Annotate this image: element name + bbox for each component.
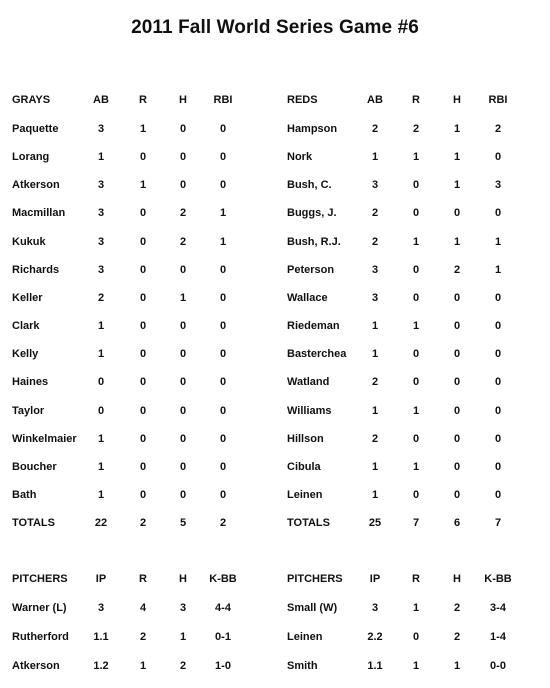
grays-player-row-stat: 0 <box>179 320 187 333</box>
reds_pitchers-pitcher-row-stat: 2 <box>453 631 461 643</box>
grays-player-row-stat: 0 <box>219 179 227 192</box>
grays-player-row-name: Bath <box>12 488 37 501</box>
grays-player-row-stat: 0 <box>179 460 187 473</box>
grays_pitchers-pitcher-row-stat: 1.1 <box>93 631 109 643</box>
reds-player-row-stat: 0 <box>494 348 502 361</box>
reds_pitchers-header-name: PITCHERS <box>287 573 343 585</box>
reds-player-row-stat: 0 <box>453 207 461 220</box>
grays-player-row-stat: 0 <box>179 348 187 361</box>
grays-player-row-stat: 1 <box>219 235 227 248</box>
grays_pitchers-pitcher-row-stat: 0-1 <box>215 631 231 643</box>
grays-totals-row-stat: 2 <box>219 517 227 530</box>
grays_pitchers-pitcher-row-stat: 1.2 <box>93 660 109 672</box>
reds-header-stat: R <box>412 94 420 106</box>
grays-player-row-stat: 1 <box>97 488 105 501</box>
grays-player-row-name: Kukuk <box>12 235 46 248</box>
grays-player-row-stat: 1 <box>97 432 105 445</box>
reds-totals-row-name: TOTALS <box>287 517 330 530</box>
reds-player-row-name: Hillson <box>287 432 324 445</box>
reds-player-row-stat: 0 <box>494 151 502 164</box>
grays-player-row-stat: 0 <box>179 376 187 389</box>
reds-player-row-stat: 2 <box>453 263 461 276</box>
reds-player-row-stat: 0 <box>453 320 461 333</box>
grays-player-row-stat: 0 <box>219 123 227 135</box>
reds_pitchers-pitcher-row-stat: 3-4 <box>490 602 506 614</box>
grays-player-row-stat: 0 <box>179 123 187 135</box>
grays-totals-row-stat: 2 <box>139 517 147 530</box>
grays-player-row-stat: 1 <box>97 320 105 333</box>
reds-player-row-stat: 2 <box>371 207 379 220</box>
reds-player-row-name: Leinen <box>287 488 323 501</box>
reds-header-stat: RBI <box>488 94 508 106</box>
reds-totals-row-stat: 25 <box>368 517 382 530</box>
reds-player-row-stat: 0 <box>494 376 502 389</box>
reds-player-row-stat: 2 <box>371 432 379 445</box>
reds-player-row-stat: 3 <box>371 179 379 192</box>
reds-player-row-name: Watland <box>287 376 330 389</box>
reds-player-row-stat: 1 <box>371 488 379 501</box>
reds_pitchers-pitcher-row-stat: 2.2 <box>367 631 383 643</box>
reds-player-row-name: Hampson <box>287 123 338 135</box>
grays-player-row-name: Lorang <box>12 151 50 164</box>
reds-player-row-stat: 0 <box>412 432 420 445</box>
reds-player-row-name: Williams <box>287 404 332 417</box>
reds-player-row-stat: 0 <box>412 348 420 361</box>
grays-player-row-stat: 3 <box>97 179 105 192</box>
reds-player-row-stat: 0 <box>412 376 420 389</box>
grays-header-stat: AB <box>93 94 109 106</box>
grays-player-row-stat: 0 <box>219 320 227 333</box>
grays_pitchers-pitcher-row-stat: 4-4 <box>215 602 231 614</box>
grays-player-row-stat: 0 <box>219 432 227 445</box>
grays-player-row-stat: 2 <box>97 291 105 304</box>
reds-player-row-name: Wallace <box>287 291 328 304</box>
grays-totals-row-name: TOTALS <box>12 517 55 530</box>
grays-player-row-stat: 0 <box>139 488 147 501</box>
reds-player-row-stat: 1 <box>371 460 379 473</box>
reds_pitchers-pitcher-row-stat: 1 <box>412 602 420 614</box>
grays-player-row-stat: 3 <box>97 235 105 248</box>
reds-header-name: REDS <box>287 94 318 106</box>
grays-player-row-stat: 0 <box>179 263 187 276</box>
reds-player-row-stat: 3 <box>371 263 379 276</box>
grays_pitchers-pitcher-row-name: Warner (L) <box>12 602 67 614</box>
reds_pitchers-pitcher-row-name: Smith <box>287 660 318 672</box>
reds-totals-row-stat: 6 <box>453 517 461 530</box>
reds-player-row-stat: 1 <box>494 235 502 248</box>
grays-totals-row-stat: 22 <box>94 517 108 530</box>
grays-player-row-name: Keller <box>12 291 43 304</box>
grays-player-row-stat: 0 <box>179 179 187 192</box>
grays-player-row-stat: 2 <box>179 207 187 220</box>
reds-player-row-name: Nork <box>287 151 313 164</box>
grays-player-row-stat: 0 <box>179 151 187 164</box>
reds-player-row-stat: 1 <box>453 123 461 135</box>
grays-player-row-name: Richards <box>12 263 60 276</box>
reds_pitchers-pitcher-row-name: Leinen <box>287 631 323 643</box>
grays_pitchers-header-name: PITCHERS <box>12 573 68 585</box>
grays-player-row-stat: 3 <box>97 123 105 135</box>
grays-player-row-stat: 0 <box>219 263 227 276</box>
grays-player-row-stat: 0 <box>139 151 147 164</box>
grays-player-row-stat: 0 <box>219 460 227 473</box>
reds-player-row-stat: 0 <box>494 320 502 333</box>
reds-player-row-stat: 2 <box>371 123 379 135</box>
reds-player-row-stat: 0 <box>494 207 502 220</box>
grays_pitchers-pitcher-row-stat: 1 <box>179 631 187 643</box>
reds-totals-row-stat: 7 <box>412 517 420 530</box>
reds-player-row-stat: 0 <box>494 291 502 304</box>
grays_pitchers-pitcher-row-name: Rutherford <box>12 631 69 643</box>
grays-player-row-stat: 1 <box>219 207 227 220</box>
reds-player-row-name: Riedeman <box>287 320 340 333</box>
grays-player-row-stat: 0 <box>139 432 147 445</box>
reds-player-row-stat: 0 <box>453 460 461 473</box>
reds-player-row-name: Bush, C. <box>287 179 332 192</box>
grays-player-row-stat: 0 <box>219 488 227 501</box>
grays-player-row-name: Macmillan <box>12 207 66 220</box>
grays-player-row-stat: 1 <box>179 291 187 304</box>
grays-player-row-name: Boucher <box>12 460 57 473</box>
grays-player-row-stat: 0 <box>139 235 147 248</box>
grays_pitchers-pitcher-row-name: Atkerson <box>12 660 60 672</box>
grays-player-row-stat: 0 <box>219 151 227 164</box>
grays-player-row-name: Winkelmaier <box>12 432 77 445</box>
reds-player-row-name: Cibula <box>287 460 321 473</box>
reds_pitchers-pitcher-row-name: Small (W) <box>287 602 338 614</box>
reds_pitchers-pitcher-row-stat: 1.1 <box>367 660 383 672</box>
reds-player-row-stat: 1 <box>412 404 420 417</box>
reds_pitchers-pitcher-row-stat: 1 <box>412 660 420 672</box>
grays-player-row-stat: 0 <box>139 376 147 389</box>
grays-player-row-stat: 1 <box>97 151 105 164</box>
reds-player-row-stat: 0 <box>453 488 461 501</box>
grays_pitchers-pitcher-row-stat: 4 <box>139 602 147 614</box>
grays-player-row-stat: 0 <box>219 376 227 389</box>
reds_pitchers-pitcher-row-stat: 0-0 <box>490 660 506 672</box>
reds-player-row-stat: 1 <box>371 348 379 361</box>
reds-player-row-stat: 0 <box>494 404 502 417</box>
grays_pitchers-header-stat: IP <box>95 573 107 585</box>
reds-player-row-stat: 1 <box>412 151 420 164</box>
reds-player-row-stat: 1 <box>412 320 420 333</box>
grays-player-row-stat: 1 <box>97 460 105 473</box>
grays-totals-row-stat: 5 <box>179 517 187 530</box>
reds-player-row-stat: 2 <box>371 376 379 389</box>
grays-header-name: GRAYS <box>12 94 51 106</box>
reds-player-row-stat: 0 <box>453 432 461 445</box>
reds-header-stat: AB <box>367 94 383 106</box>
reds_pitchers-pitcher-row-stat: 1-4 <box>490 631 506 643</box>
grays-player-row-stat: 0 <box>219 348 227 361</box>
reds-player-row-stat: 1 <box>371 404 379 417</box>
reds-player-row-stat: 0 <box>453 348 461 361</box>
reds-player-row-stat: 2 <box>494 123 502 135</box>
page-title: 2011 Fall World Series Game #6 <box>131 17 419 38</box>
reds-player-row-stat: 1 <box>412 460 420 473</box>
reds-player-row-stat: 1 <box>371 151 379 164</box>
reds-player-row-name: Buggs, J. <box>287 207 337 220</box>
reds-player-row-stat: 0 <box>412 291 420 304</box>
grays_pitchers-pitcher-row-stat: 1 <box>139 660 147 672</box>
grays_pitchers-header-stat: K-BB <box>209 573 237 585</box>
reds-player-row-stat: 0 <box>494 432 502 445</box>
reds-totals-row-stat: 7 <box>494 517 502 530</box>
reds_pitchers-pitcher-row-stat: 3 <box>371 602 379 614</box>
grays-player-row-stat: 0 <box>219 291 227 304</box>
grays-player-row-stat: 2 <box>179 235 187 248</box>
grays_pitchers-pitcher-row-stat: 2 <box>179 660 187 672</box>
reds-player-row-stat: 0 <box>412 207 420 220</box>
reds-player-row-stat: 0 <box>494 488 502 501</box>
grays-header-stat: H <box>179 94 187 106</box>
reds_pitchers-header-stat: H <box>453 573 461 585</box>
grays-player-row-stat: 0 <box>139 460 147 473</box>
grays-player-row-stat: 0 <box>139 404 147 417</box>
reds_pitchers-header-stat: K-BB <box>484 573 512 585</box>
grays_pitchers-header-stat: H <box>179 573 187 585</box>
reds-player-row-stat: 1 <box>453 235 461 248</box>
grays-player-row-stat: 0 <box>97 404 105 417</box>
reds-header-stat: H <box>453 94 461 106</box>
grays-player-row-name: Kelly <box>12 348 39 361</box>
grays_pitchers-pitcher-row-stat: 2 <box>139 631 147 643</box>
grays-player-row-stat: 1 <box>139 123 147 135</box>
reds_pitchers-header-stat: R <box>412 573 420 585</box>
grays-player-row-stat: 0 <box>179 432 187 445</box>
reds-player-row-stat: 1 <box>371 320 379 333</box>
reds-player-row-stat: 1 <box>453 179 461 192</box>
reds_pitchers-header-stat: IP <box>369 573 381 585</box>
reds-player-row-stat: 1 <box>494 263 502 276</box>
reds_pitchers-pitcher-row-stat: 1 <box>453 660 461 672</box>
grays-player-row-stat: 3 <box>97 263 105 276</box>
grays-player-row-stat: 0 <box>179 488 187 501</box>
reds-player-row-name: Bush, R.J. <box>287 235 341 248</box>
reds-player-row-stat: 1 <box>453 151 461 164</box>
grays-player-row-name: Atkerson <box>12 179 60 192</box>
grays_pitchers-pitcher-row-stat: 3 <box>179 602 187 614</box>
grays-player-row-name: Taylor <box>12 404 45 417</box>
grays-header-stat: RBI <box>213 94 233 106</box>
reds-player-row-stat: 0 <box>453 404 461 417</box>
grays-header-stat: R <box>139 94 147 106</box>
grays-player-row-stat: 0 <box>97 376 105 389</box>
grays-player-row-stat: 0 <box>139 291 147 304</box>
reds-player-row-stat: 2 <box>412 123 420 135</box>
reds-player-row-stat: 0 <box>453 291 461 304</box>
grays-player-row-stat: 1 <box>139 179 147 192</box>
reds-player-row-name: Peterson <box>287 263 335 276</box>
reds-player-row-stat: 3 <box>371 291 379 304</box>
reds-player-row-stat: 0 <box>412 263 420 276</box>
grays-player-row-stat: 0 <box>139 348 147 361</box>
grays-player-row-stat: 0 <box>179 404 187 417</box>
reds_pitchers-pitcher-row-stat: 2 <box>453 602 461 614</box>
reds_pitchers-pitcher-row-stat: 0 <box>412 631 420 643</box>
grays-player-row-stat: 0 <box>139 263 147 276</box>
reds-player-row-stat: 3 <box>494 179 502 192</box>
grays-player-row-name: Paquette <box>12 123 59 135</box>
grays_pitchers-header-stat: R <box>139 573 147 585</box>
reds-player-row-stat: 2 <box>371 235 379 248</box>
grays-player-row-stat: 0 <box>219 404 227 417</box>
grays-player-row-stat: 0 <box>139 207 147 220</box>
reds-player-row-stat: 0 <box>412 488 420 501</box>
grays-player-row-name: Haines <box>12 376 49 389</box>
reds-player-row-stat: 0 <box>453 376 461 389</box>
reds-player-row-stat: 0 <box>494 460 502 473</box>
grays-player-row-stat: 0 <box>139 320 147 333</box>
grays-player-row-name: Clark <box>12 320 40 333</box>
grays-player-row-stat: 3 <box>97 207 105 220</box>
grays_pitchers-pitcher-row-stat: 3 <box>97 602 105 614</box>
reds-player-row-stat: 0 <box>412 179 420 192</box>
grays_pitchers-pitcher-row-stat: 1-0 <box>215 660 231 672</box>
reds-player-row-name: Basterchea <box>287 348 347 361</box>
reds-player-row-stat: 1 <box>412 235 420 248</box>
grays-player-row-stat: 1 <box>97 348 105 361</box>
